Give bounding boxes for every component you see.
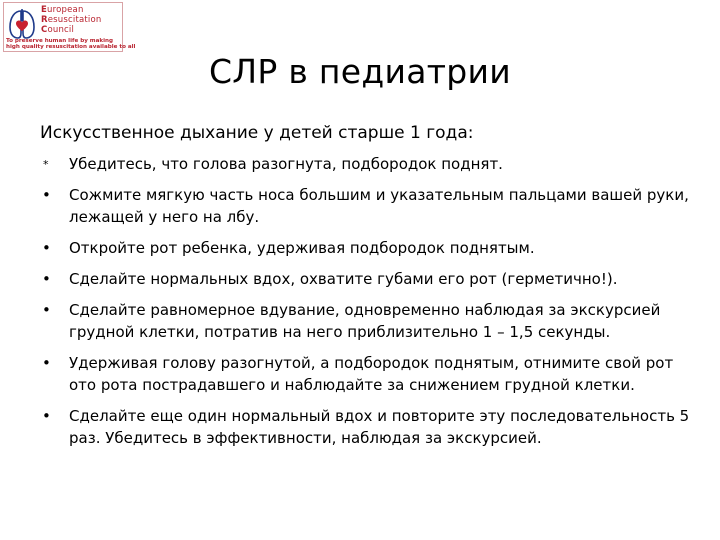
- bullet-marker: •: [42, 407, 51, 425]
- bullet-marker: *: [43, 158, 49, 171]
- list-item: [40, 352, 695, 396]
- list-item-text: Убедитесь, что голова разогнута, подбородок поднят.: [69, 155, 503, 173]
- list-item-text: Удерживая голову разогнутой, а подбородок поднятым, отнимите свой рот ото рота пострадавшего и наблюдайте за снижением грудной клетки.: [69, 354, 674, 394]
- slide-content: [40, 121, 695, 458]
- list-item-text: Сожмите мягкую часть носа большим и указательным пальцами вашей руки, лежащей у него на лбу.: [69, 186, 689, 226]
- list-item: [40, 268, 695, 290]
- list-item: [40, 405, 695, 449]
- org-line-3: Council: [41, 25, 75, 35]
- erc-logo: [3, 2, 136, 52]
- logo-tagline: To preserve human life by making high quality resuscitation available to all: [6, 38, 136, 51]
- slide-subtitle: Искусственное дыхание у детей старше 1 года:: [40, 123, 474, 143]
- list-item: [40, 153, 695, 175]
- list-item-text: Сделайте равномерное вдувание, одновременно наблюдая за экскурсией грудной клетки, потратив на него приблизительно 1 – 1,5 секунды.: [69, 301, 661, 341]
- organization-name: [41, 5, 101, 35]
- list-item-text: Сделайте нормальных вдох, охватите губами его рот (герметично!).: [69, 270, 618, 288]
- bullet-marker: •: [42, 270, 51, 288]
- list-item-text: Сделайте еще один нормальный вдох и повторите эту последовательность 5 раз. Убедитесь в эффективности, наблюдая за экскурсией.: [69, 407, 690, 447]
- list-item-text: Откройте рот ребенка, удерживая подбородок поднятым.: [69, 239, 535, 257]
- list-item: [40, 184, 695, 228]
- bullet-marker: •: [42, 301, 51, 319]
- instruction-list: [40, 153, 695, 449]
- org-line-2: Resuscitation: [41, 15, 102, 25]
- bullet-marker: •: [42, 186, 51, 204]
- bullet-marker: •: [42, 354, 51, 372]
- org-line-1: European: [41, 5, 84, 15]
- slide-title: СЛР в педиатрии: [208, 52, 512, 91]
- list-item: [40, 237, 695, 259]
- list-item: [40, 299, 695, 343]
- bullet-marker: •: [42, 239, 51, 257]
